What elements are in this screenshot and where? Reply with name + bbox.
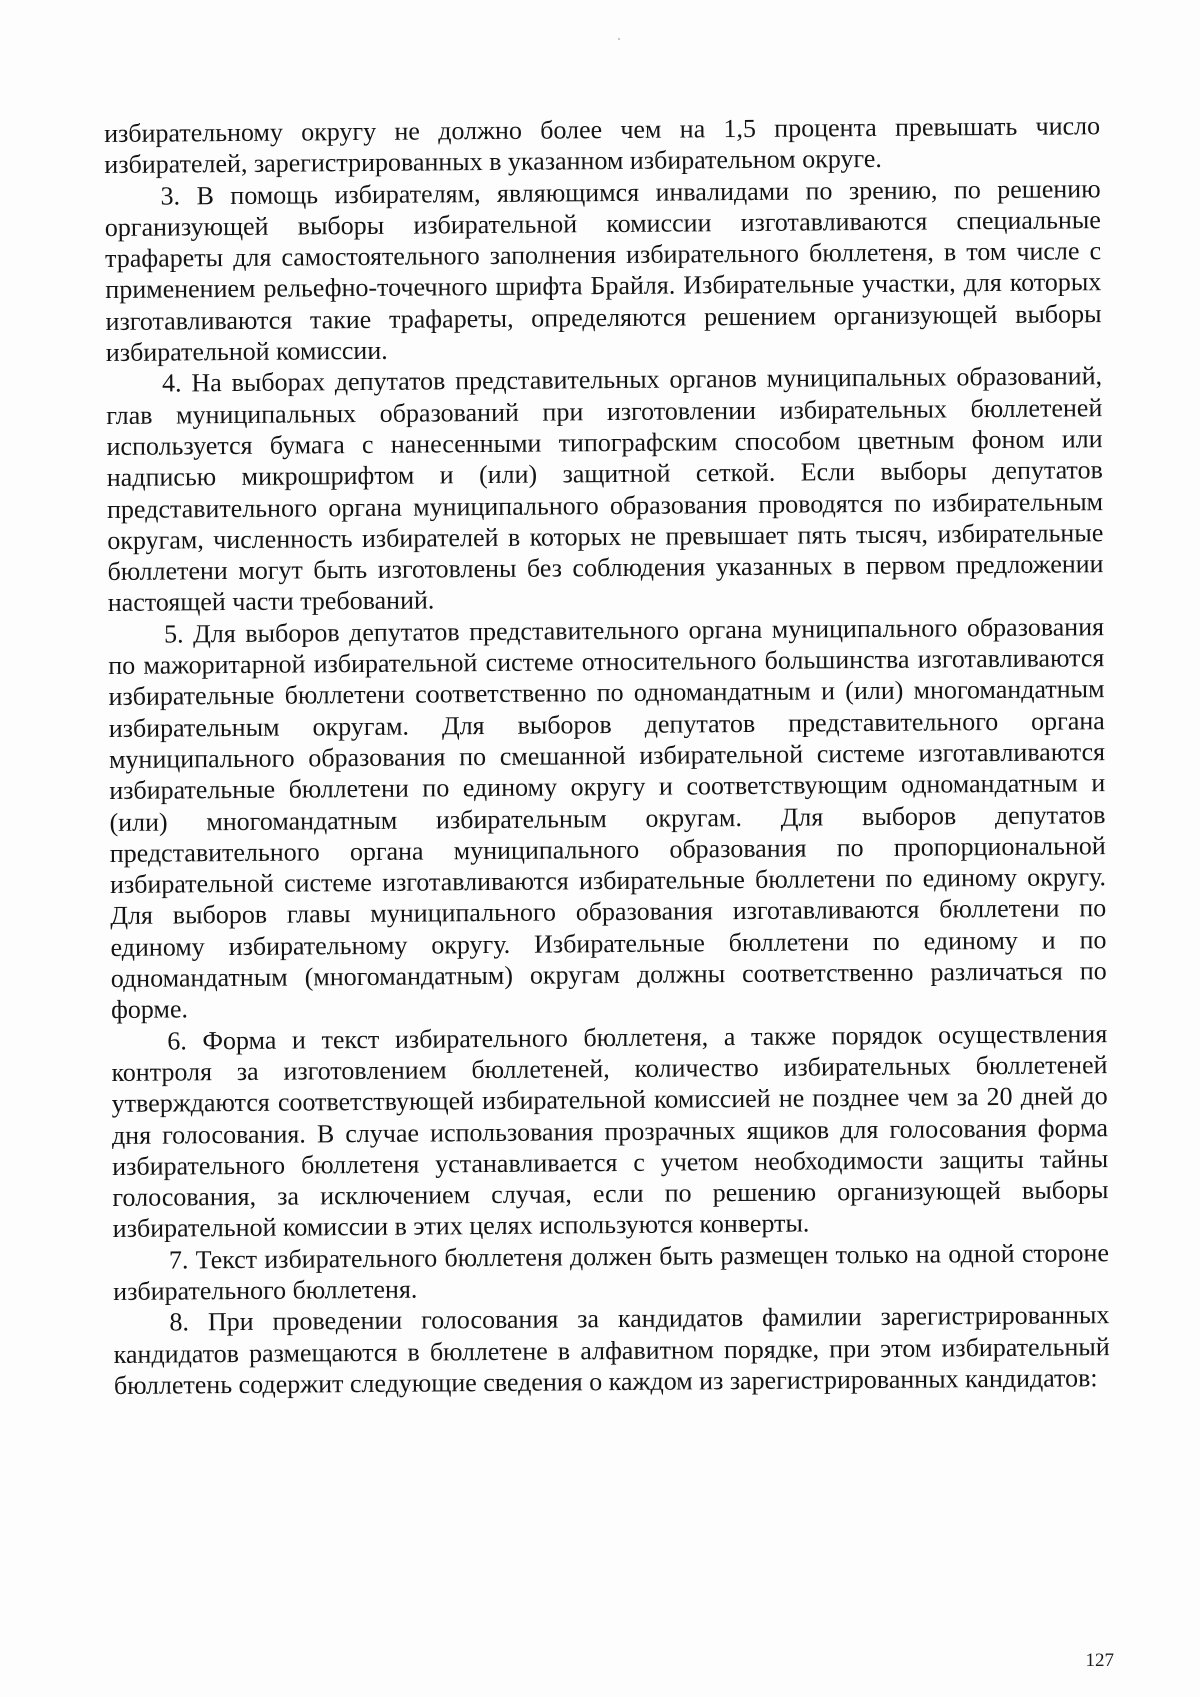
paragraph-7: 7. Текст избирательного бюллетеня должен быть размещен только на одной стороне избирательного бюллетеня. bbox=[113, 1237, 1110, 1306]
paragraph-8: 8. При проведении голосования за кандидатов фамилии зарегистрированных кандидатов размещаются в бюллетене в алфавитном порядке, при этом избирательный бюллетень содержит следующие сведения о каждом из зарегистрированных кандидатов: bbox=[113, 1300, 1110, 1400]
paragraph-4: 4. На выборах депутатов представительных органов муниципальных образований, глав муниципальных образований при изготовлении избирательных бюллетеней используется бумага с нанесенными типографским способом цветным фоном или надписью микрошрифтом и (или) защитной сеткой. Если выборы депутатов представительного органа муниципального образования проводятся по избирательным округам, численность избирателей в которых не превышает пять тысяч, избирательные бюллетени могут быть изготовлены без соблюдения указанных в первом предложении настоящей части требований. bbox=[106, 361, 1104, 618]
document-body bbox=[104, 110, 1110, 1401]
paragraph-3: 3. В помощь избирателям, являющимся инвалидами по зрению, по решению организующей выборы избирательной комиссии изготавливаются специальные трафареты для самостоятельного заполнения избирательного бюллетеня, в том числе с применением рельефно-точечного шрифта Брайля. Избирательные участки, для которых изготавливаются такие трафареты, определяются решением организующей выборы избирательной комиссии. bbox=[104, 173, 1102, 368]
page-number: 127 bbox=[1085, 1650, 1114, 1671]
paragraph-continuation: избирательному округу не должно более чем на 1,5 процента превышать число избирателей, зарегистрированных в указанном избирательном округе. bbox=[104, 111, 1101, 180]
paragraph-6: 6. Форма и текст избирательного бюллетеня, а также порядок осуществления контроля за изготовлением бюллетеней, количество избирательных бюллетеней утверждаются соответствующей избирательной комиссией не позднее чем за 20 дней до дня голосования. В случае использования прозрачных ящиков для голосования форма избирательного бюллетеня устанавливается с учетом необходимости защиты тайны голосования, за исключением случая, если по решению организующей выборы избирательной комиссии в этих целях используются конверты. bbox=[111, 1018, 1109, 1244]
scan-speck bbox=[618, 38, 620, 40]
paragraph-5: 5. Для выборов депутатов представительного органа муниципального образования по мажоритарной избирательной системе относительного большинства изготавливаются избирательные бюллетени соответственно по одномандатным и (или) многомандатным избирательным округам. Для выборов депутатов представительного органа муниципального образования по смешанной избирательной системе изготавливаются избирательные бюллетени по единому округу и соответствующим одномандатным и (или) многомандатным избирательным округам. Для выборов депутатов представительного органа муниципального образования по пропорциональной избирательной системе изготавливаются избирательные бюллетени по единому округу. Для выборов главы муниципального образования изготавливаются бюллетени по единому избирательному округу. Избирательные бюллетени по единому и по одномандатным (многомандатным) округам должны соответственно различаться по форме. bbox=[108, 611, 1107, 1025]
